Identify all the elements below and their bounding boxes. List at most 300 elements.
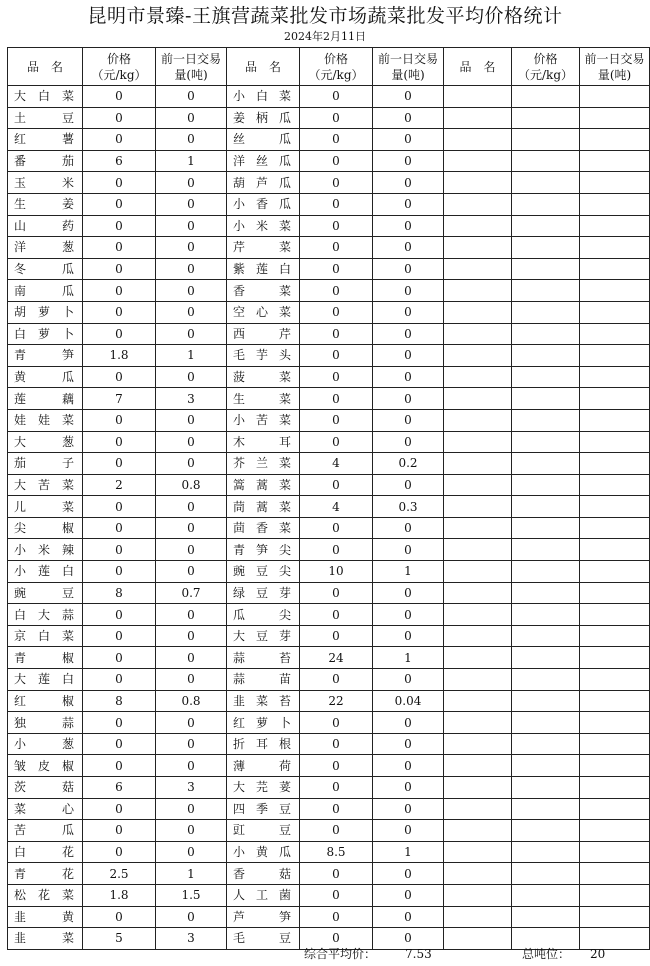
cell-volume: 0 <box>373 712 444 734</box>
table-row <box>8 453 650 475</box>
cell-volume <box>580 733 650 755</box>
cell-name <box>444 755 512 777</box>
cell-name <box>444 431 512 453</box>
cell-name <box>444 215 512 237</box>
cell-volume <box>580 777 650 799</box>
cell-name: 小白菜 <box>227 86 300 108</box>
cell-name: 紫莲白 <box>227 258 300 280</box>
cell-volume: 0 <box>373 431 444 453</box>
cell-volume <box>580 172 650 194</box>
cell-name: 青笋尖 <box>227 539 300 561</box>
cell-volume: 0 <box>373 193 444 215</box>
cell-price: 0 <box>300 733 373 755</box>
cell-price: 6 <box>83 150 156 172</box>
table-row <box>8 193 650 215</box>
table-row <box>8 647 650 669</box>
report-date: 2024年2月11日 <box>284 30 366 43</box>
cell-volume: 0 <box>156 86 227 108</box>
cell-volume: 0 <box>156 301 227 323</box>
table-row <box>8 409 650 431</box>
cell-name: 大莲白 <box>8 669 83 691</box>
cell-volume: 0 <box>156 323 227 345</box>
cell-name: 青笋 <box>8 345 83 367</box>
cell-name <box>444 884 512 906</box>
cell-volume <box>580 582 650 604</box>
table-row <box>8 301 650 323</box>
cell-name: 绿豆芽 <box>227 582 300 604</box>
cell-price: 0 <box>83 301 156 323</box>
cell-volume: 0 <box>373 107 444 129</box>
cell-price <box>512 129 580 151</box>
cell-price: 8 <box>83 690 156 712</box>
table-row <box>8 863 650 885</box>
cell-name: 生姜 <box>8 193 83 215</box>
table-row <box>8 712 650 734</box>
cell-name: 白大蒜 <box>8 604 83 626</box>
cell-name: 韭菜苔 <box>227 690 300 712</box>
cell-price: 0 <box>83 215 156 237</box>
cell-volume: 0 <box>373 755 444 777</box>
cell-name <box>444 777 512 799</box>
cell-name: 大苦菜 <box>8 474 83 496</box>
cell-price: 0 <box>300 86 373 108</box>
total-tonnage-value: 20 <box>590 947 606 961</box>
table-row <box>8 777 650 799</box>
cell-name <box>444 647 512 669</box>
cell-volume: 0.04 <box>373 690 444 712</box>
table-row <box>8 906 650 928</box>
table-row <box>8 561 650 583</box>
cell-volume: 0 <box>373 150 444 172</box>
cell-price <box>512 237 580 259</box>
cell-price: 0 <box>300 345 373 367</box>
cell-name: 蒜苔 <box>227 647 300 669</box>
cell-volume: 0 <box>156 193 227 215</box>
header-name: 品 名 <box>227 48 300 86</box>
cell-price: 0 <box>83 280 156 302</box>
cell-name: 篙蒿菜 <box>227 474 300 496</box>
cell-name: 大白菜 <box>8 86 83 108</box>
cell-volume <box>580 453 650 475</box>
cell-name: 娃娃菜 <box>8 409 83 431</box>
cell-price: 22 <box>300 690 373 712</box>
cell-price: 0 <box>300 863 373 885</box>
cell-volume: 1 <box>156 863 227 885</box>
cell-name: 茨菇 <box>8 777 83 799</box>
cell-price: 0 <box>300 906 373 928</box>
cell-price: 0 <box>300 129 373 151</box>
cell-name: 山药 <box>8 215 83 237</box>
cell-price <box>512 755 580 777</box>
table-row <box>8 86 650 108</box>
cell-name <box>444 820 512 842</box>
cell-price <box>512 496 580 518</box>
cell-name: 韭黄 <box>8 906 83 928</box>
cell-volume: 0 <box>373 86 444 108</box>
cell-price: 0 <box>83 647 156 669</box>
cell-price <box>512 453 580 475</box>
cell-name: 香菇 <box>227 863 300 885</box>
cell-volume: 0 <box>373 863 444 885</box>
cell-volume: 0 <box>156 539 227 561</box>
cell-price: 7 <box>83 388 156 410</box>
cell-name: 丝瓜 <box>227 129 300 151</box>
table-row <box>8 323 650 345</box>
cell-name: 生菜 <box>227 388 300 410</box>
cell-volume: 0 <box>156 604 227 626</box>
cell-name <box>444 863 512 885</box>
cell-volume: 0 <box>373 582 444 604</box>
table-row <box>8 798 650 820</box>
cell-price <box>512 539 580 561</box>
cell-price: 2.5 <box>83 863 156 885</box>
cell-name <box>444 388 512 410</box>
cell-price: 0 <box>300 798 373 820</box>
cell-volume: 0 <box>373 625 444 647</box>
cell-volume: 0 <box>373 906 444 928</box>
cell-name <box>444 86 512 108</box>
cell-price: 0 <box>83 733 156 755</box>
cell-volume <box>580 755 650 777</box>
cell-price: 0 <box>83 107 156 129</box>
cell-name: 茼蒿菜 <box>227 496 300 518</box>
table-row <box>8 345 650 367</box>
cell-volume: 0 <box>156 820 227 842</box>
cell-name <box>444 841 512 863</box>
cell-price: 0 <box>83 86 156 108</box>
cell-price: 0 <box>300 431 373 453</box>
cell-name: 薄荷 <box>227 755 300 777</box>
cell-name: 四季豆 <box>227 798 300 820</box>
cell-price: 0 <box>300 215 373 237</box>
cell-price <box>512 280 580 302</box>
cell-volume: 0 <box>156 906 227 928</box>
cell-volume: 0 <box>156 561 227 583</box>
cell-price <box>512 798 580 820</box>
cell-volume: 0 <box>156 712 227 734</box>
cell-volume <box>580 258 650 280</box>
cell-price: 0 <box>300 409 373 431</box>
cell-price <box>512 107 580 129</box>
table-row <box>8 884 650 906</box>
cell-name <box>444 733 512 755</box>
cell-volume <box>580 841 650 863</box>
cell-price: 0 <box>300 517 373 539</box>
cell-volume <box>580 388 650 410</box>
table-row <box>8 366 650 388</box>
cell-volume: 0 <box>156 215 227 237</box>
cell-name <box>444 453 512 475</box>
cell-price: 1.8 <box>83 345 156 367</box>
cell-volume <box>580 150 650 172</box>
cell-price: 0 <box>83 453 156 475</box>
cell-price: 0 <box>300 150 373 172</box>
cell-price <box>512 733 580 755</box>
cell-name <box>444 107 512 129</box>
cell-price: 0 <box>300 884 373 906</box>
table-row <box>8 237 650 259</box>
cell-name <box>444 193 512 215</box>
cell-price <box>512 150 580 172</box>
cell-volume: 0 <box>373 345 444 367</box>
cell-name: 蒜苗 <box>227 669 300 691</box>
cell-price: 0 <box>300 474 373 496</box>
cell-volume <box>580 280 650 302</box>
cell-name <box>444 798 512 820</box>
cell-name <box>444 129 512 151</box>
cell-name: 皱皮椒 <box>8 755 83 777</box>
cell-name: 黄瓜 <box>8 366 83 388</box>
cell-name <box>444 539 512 561</box>
cell-volume <box>580 647 650 669</box>
cell-name: 小黄瓜 <box>227 841 300 863</box>
cell-price: 0 <box>83 841 156 863</box>
cell-volume: 0 <box>156 496 227 518</box>
cell-price: 0 <box>83 820 156 842</box>
cell-name: 木耳 <box>227 431 300 453</box>
cell-price: 0 <box>83 431 156 453</box>
cell-price: 0 <box>300 777 373 799</box>
cell-name: 白花 <box>8 841 83 863</box>
cell-volume <box>580 193 650 215</box>
header-price: 价格（元/kg） <box>512 48 580 86</box>
cell-name: 红萝卜 <box>227 712 300 734</box>
cell-name <box>444 323 512 345</box>
cell-name <box>444 150 512 172</box>
cell-price: 0 <box>83 129 156 151</box>
cell-volume <box>580 431 650 453</box>
cell-name <box>444 345 512 367</box>
cell-volume: 1 <box>156 150 227 172</box>
cell-volume: 0 <box>156 107 227 129</box>
cell-name: 韭菜 <box>8 928 83 950</box>
cell-price <box>512 647 580 669</box>
cell-name: 小莲白 <box>8 561 83 583</box>
cell-name <box>444 301 512 323</box>
cell-name: 豌豆 <box>8 582 83 604</box>
cell-price: 0 <box>83 193 156 215</box>
cell-volume: 0.8 <box>156 690 227 712</box>
cell-name: 香菜 <box>227 280 300 302</box>
cell-price: 0 <box>83 258 156 280</box>
cell-name: 莲藕 <box>8 388 83 410</box>
cell-price: 0 <box>83 409 156 431</box>
cell-name: 人工菌 <box>227 884 300 906</box>
cell-name: 菠菜 <box>227 366 300 388</box>
cell-name: 洋丝瓜 <box>227 150 300 172</box>
cell-name <box>444 712 512 734</box>
cell-volume <box>580 798 650 820</box>
cell-name <box>444 172 512 194</box>
cell-volume: 0 <box>373 928 444 950</box>
cell-price: 0 <box>300 820 373 842</box>
cell-name: 大芫荽 <box>227 777 300 799</box>
cell-price: 0 <box>300 388 373 410</box>
cell-price <box>512 669 580 691</box>
cell-price: 0 <box>83 712 156 734</box>
cell-volume: 0 <box>373 388 444 410</box>
cell-name <box>444 906 512 928</box>
cell-volume: 0 <box>156 431 227 453</box>
table-row <box>8 172 650 194</box>
cell-price <box>512 625 580 647</box>
cell-volume: 0.3 <box>373 496 444 518</box>
cell-price: 4 <box>300 453 373 475</box>
cell-name <box>444 625 512 647</box>
cell-price: 6 <box>83 777 156 799</box>
cell-volume: 0 <box>156 409 227 431</box>
cell-name: 西芹 <box>227 323 300 345</box>
cell-volume: 0 <box>373 323 444 345</box>
cell-volume <box>580 237 650 259</box>
cell-volume <box>580 366 650 388</box>
cell-price: 0 <box>300 625 373 647</box>
table-row <box>8 539 650 561</box>
cell-price: 0 <box>83 496 156 518</box>
cell-name: 折耳根 <box>227 733 300 755</box>
header-price: 价格（元/kg） <box>83 48 156 86</box>
cell-name <box>444 237 512 259</box>
cell-name: 芦笋 <box>227 906 300 928</box>
cell-price <box>512 258 580 280</box>
cell-name <box>444 280 512 302</box>
cell-name: 毛芋头 <box>227 345 300 367</box>
cell-volume: 0 <box>156 237 227 259</box>
cell-name <box>444 669 512 691</box>
cell-price: 0 <box>83 366 156 388</box>
cell-name: 芥兰菜 <box>227 453 300 475</box>
table-row <box>8 129 650 151</box>
cell-name: 茄子 <box>8 453 83 475</box>
cell-price: 0 <box>300 582 373 604</box>
cell-volume <box>580 517 650 539</box>
cell-volume <box>580 604 650 626</box>
table-row <box>8 669 650 691</box>
cell-volume <box>580 215 650 237</box>
cell-volume: 0 <box>373 280 444 302</box>
cell-price: 0 <box>83 323 156 345</box>
cell-volume: 0 <box>156 453 227 475</box>
table-header-row <box>8 48 650 86</box>
cell-price: 0 <box>300 172 373 194</box>
cell-volume: 0 <box>373 172 444 194</box>
cell-name: 白萝卜 <box>8 323 83 345</box>
cell-name: 番茄 <box>8 150 83 172</box>
cell-price <box>512 690 580 712</box>
cell-price: 0 <box>83 517 156 539</box>
cell-price: 0 <box>300 539 373 561</box>
cell-name: 大葱 <box>8 431 83 453</box>
summary-footer <box>0 944 650 964</box>
header-name: 品 名 <box>444 48 512 86</box>
page-title: 昆明市景臻-王旗营蔬菜批发市场蔬菜批发平均价格统计 <box>87 5 563 27</box>
cell-volume: 0 <box>156 669 227 691</box>
cell-price <box>512 323 580 345</box>
table-row <box>8 215 650 237</box>
cell-name: 胡萝卜 <box>8 301 83 323</box>
cell-price: 0 <box>300 193 373 215</box>
cell-volume: 0 <box>156 733 227 755</box>
cell-volume: 0 <box>373 777 444 799</box>
cell-volume: 0 <box>156 625 227 647</box>
table-row <box>8 517 650 539</box>
cell-volume: 0 <box>373 474 444 496</box>
table-body <box>8 86 650 950</box>
cell-price: 24 <box>300 647 373 669</box>
cell-price: 0 <box>83 906 156 928</box>
cell-price <box>512 517 580 539</box>
cell-name: 小苦菜 <box>227 409 300 431</box>
cell-volume: 0 <box>373 884 444 906</box>
cell-price <box>512 172 580 194</box>
cell-price: 0 <box>300 755 373 777</box>
cell-name: 玉米 <box>8 172 83 194</box>
cell-name: 青花 <box>8 863 83 885</box>
cell-name <box>444 582 512 604</box>
cell-price <box>512 582 580 604</box>
cell-name: 独蒜 <box>8 712 83 734</box>
cell-price <box>512 388 580 410</box>
cell-price <box>512 712 580 734</box>
table-row <box>8 755 650 777</box>
cell-volume <box>580 561 650 583</box>
cell-name: 茴香菜 <box>227 517 300 539</box>
cell-volume: 0 <box>156 647 227 669</box>
cell-volume <box>580 884 650 906</box>
cell-price <box>512 820 580 842</box>
cell-name: 豌豆尖 <box>227 561 300 583</box>
cell-volume: 0 <box>373 733 444 755</box>
cell-volume: 3 <box>156 928 227 950</box>
cell-name: 小香瓜 <box>227 193 300 215</box>
cell-name: 小葱 <box>8 733 83 755</box>
cell-price: 0 <box>300 107 373 129</box>
cell-price: 0 <box>83 237 156 259</box>
cell-name <box>444 517 512 539</box>
cell-name: 土豆 <box>8 107 83 129</box>
cell-volume <box>580 323 650 345</box>
cell-volume: 0.8 <box>156 474 227 496</box>
cell-volume: 0 <box>373 820 444 842</box>
cell-name: 儿菜 <box>8 496 83 518</box>
cell-price: 2 <box>83 474 156 496</box>
cell-volume: 0.7 <box>156 582 227 604</box>
cell-volume <box>580 496 650 518</box>
cell-volume <box>580 301 650 323</box>
cell-volume <box>580 690 650 712</box>
cell-volume: 3 <box>156 777 227 799</box>
cell-price <box>512 474 580 496</box>
cell-price: 8 <box>83 582 156 604</box>
table-row <box>8 150 650 172</box>
cell-volume: 0 <box>156 798 227 820</box>
cell-price: 8.5 <box>300 841 373 863</box>
cell-volume <box>580 625 650 647</box>
cell-volume: 0 <box>373 258 444 280</box>
cell-name: 冬瓜 <box>8 258 83 280</box>
cell-name <box>444 366 512 388</box>
cell-name: 姜柄瓜 <box>227 107 300 129</box>
cell-name: 菜心 <box>8 798 83 820</box>
cell-price: 0 <box>300 604 373 626</box>
cell-name: 尖椒 <box>8 517 83 539</box>
cell-price <box>512 86 580 108</box>
cell-price: 0 <box>83 798 156 820</box>
cell-volume <box>580 86 650 108</box>
table-row <box>8 625 650 647</box>
cell-name <box>444 496 512 518</box>
cell-volume: 0 <box>373 669 444 691</box>
